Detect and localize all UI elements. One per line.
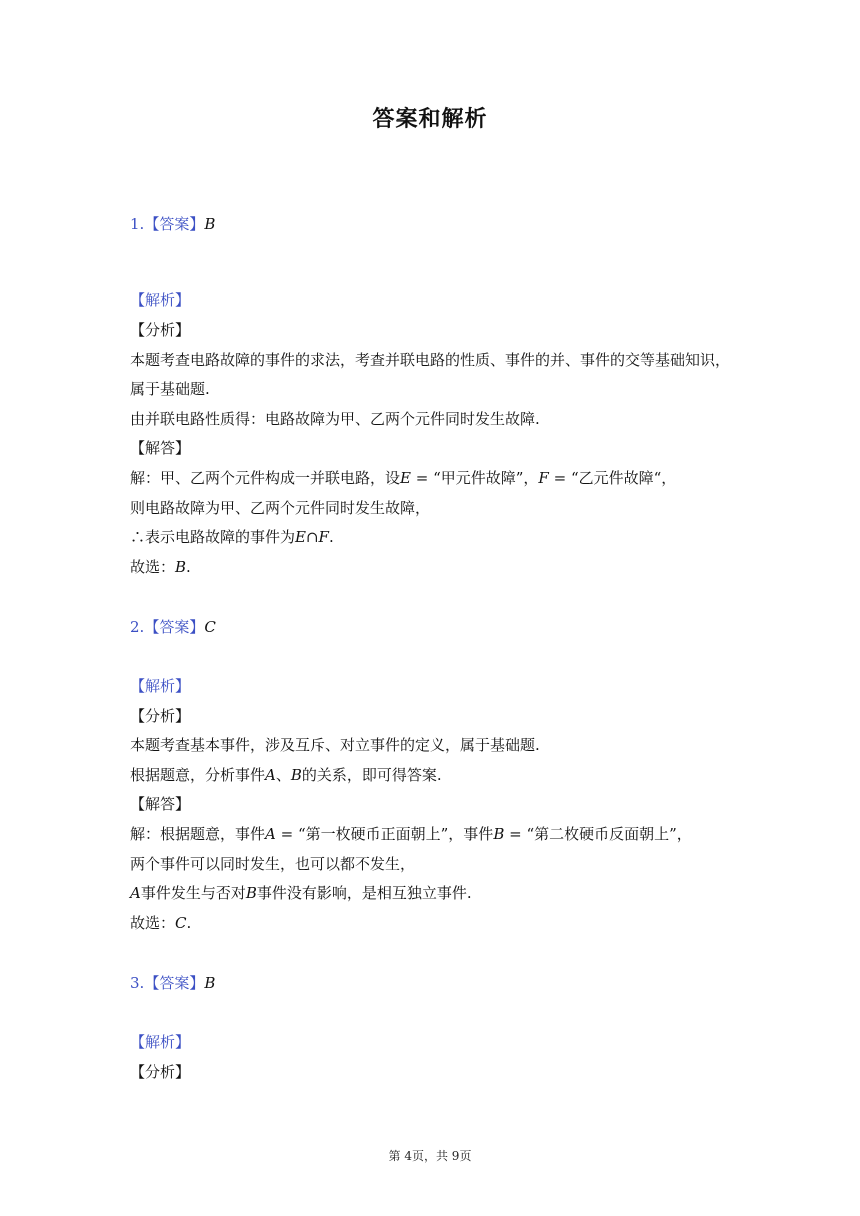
fenxi-label: 【分析】 bbox=[130, 707, 191, 725]
text-span: = “甲元件故障”， bbox=[410, 469, 539, 487]
answer-label: 【答案】 bbox=[144, 215, 205, 233]
text-span: 事件发生与否对 bbox=[140, 884, 246, 902]
text-span: ∴表示电路故障的事件为 bbox=[130, 528, 296, 546]
math-var: C bbox=[175, 914, 187, 932]
question-number: 3. bbox=[130, 974, 145, 992]
jieda-text bbox=[130, 824, 692, 844]
jieda-label: 【解答】 bbox=[130, 795, 191, 813]
math-var: B bbox=[175, 558, 187, 576]
math-var: A bbox=[265, 766, 276, 784]
text-span: = “第一枚硬币正面朝上”，事件 bbox=[275, 825, 494, 843]
answer-heading-2 bbox=[130, 617, 216, 637]
math-var: B bbox=[245, 884, 257, 902]
page-title: 答案和解析 bbox=[372, 107, 488, 132]
text-span: . bbox=[186, 914, 192, 932]
question-number: 1. bbox=[130, 215, 145, 233]
text-span: . bbox=[328, 528, 334, 546]
text-span: 根据题意，分析事件 bbox=[130, 766, 266, 784]
text-span: 故选： bbox=[130, 558, 176, 576]
answer-label: 【答案】 bbox=[144, 618, 205, 636]
text-span: = “第二枚硬币反面朝上”， bbox=[504, 825, 692, 843]
fenxi-text: 本题考查基本事件，涉及互斥、对立事件的定义，属于基础题. bbox=[130, 736, 540, 754]
analysis-label: 【解析】 bbox=[130, 1033, 191, 1051]
math-var: A bbox=[265, 825, 276, 843]
jieda-text bbox=[130, 913, 191, 933]
text-span: . bbox=[186, 558, 191, 576]
fenxi-text: 由并联电路性质得：电路故障为甲、乙两个元件同时发生故障. bbox=[130, 410, 540, 428]
analysis-label: 【解析】 bbox=[130, 291, 191, 309]
page-footer: 第 4页，共 9页 bbox=[388, 1149, 472, 1163]
jieda-text bbox=[130, 883, 472, 903]
text-span: 解：甲、乙两个元件构成一并联电路，设 bbox=[130, 469, 401, 487]
fenxi-text bbox=[130, 765, 442, 785]
fenxi-text: 本题考查电路故障的事件的求法，考查并联电路的性质、事件的并、事件的交等基础知识， bbox=[130, 351, 731, 369]
jieda-text bbox=[130, 527, 334, 547]
fenxi-label: 【分析】 bbox=[130, 321, 191, 339]
text-span: 解：根据题意，事件 bbox=[130, 825, 266, 843]
text-span: 、 bbox=[275, 766, 291, 784]
math-var: B bbox=[493, 825, 505, 843]
jieda-label: 【解答】 bbox=[130, 439, 191, 457]
text-span: = “乙元件故障“， bbox=[548, 469, 677, 487]
text-span: 的关系，即可得答案. bbox=[301, 766, 442, 784]
math-var: B bbox=[290, 766, 302, 784]
fenxi-label: 【分析】 bbox=[130, 1063, 191, 1081]
jieda-text bbox=[130, 557, 191, 577]
question-number: 2. bbox=[130, 618, 145, 636]
answer-label: 【答案】 bbox=[144, 974, 205, 992]
math-expression: E∩F bbox=[295, 528, 329, 546]
jieda-text bbox=[130, 468, 676, 488]
answer-value: C bbox=[204, 618, 216, 636]
math-var: F bbox=[538, 469, 549, 487]
answer-heading-3 bbox=[130, 973, 215, 993]
text-span: 故选： bbox=[130, 914, 176, 932]
fenxi-text: 属于基础题. bbox=[130, 380, 210, 398]
answer-value: B bbox=[204, 215, 216, 233]
text-span: 事件没有影响，是相互独立事件. bbox=[256, 884, 472, 902]
analysis-label: 【解析】 bbox=[130, 677, 191, 695]
math-var: A bbox=[130, 884, 141, 902]
jieda-text: 两个事件可以同时发生，也可以都不发生， bbox=[130, 855, 416, 873]
answer-value: B bbox=[204, 974, 216, 992]
answer-heading-1 bbox=[130, 214, 215, 234]
jieda-text: 则电路故障为甲、乙两个元件同时发生故障， bbox=[130, 499, 431, 517]
math-var: E bbox=[400, 469, 411, 487]
